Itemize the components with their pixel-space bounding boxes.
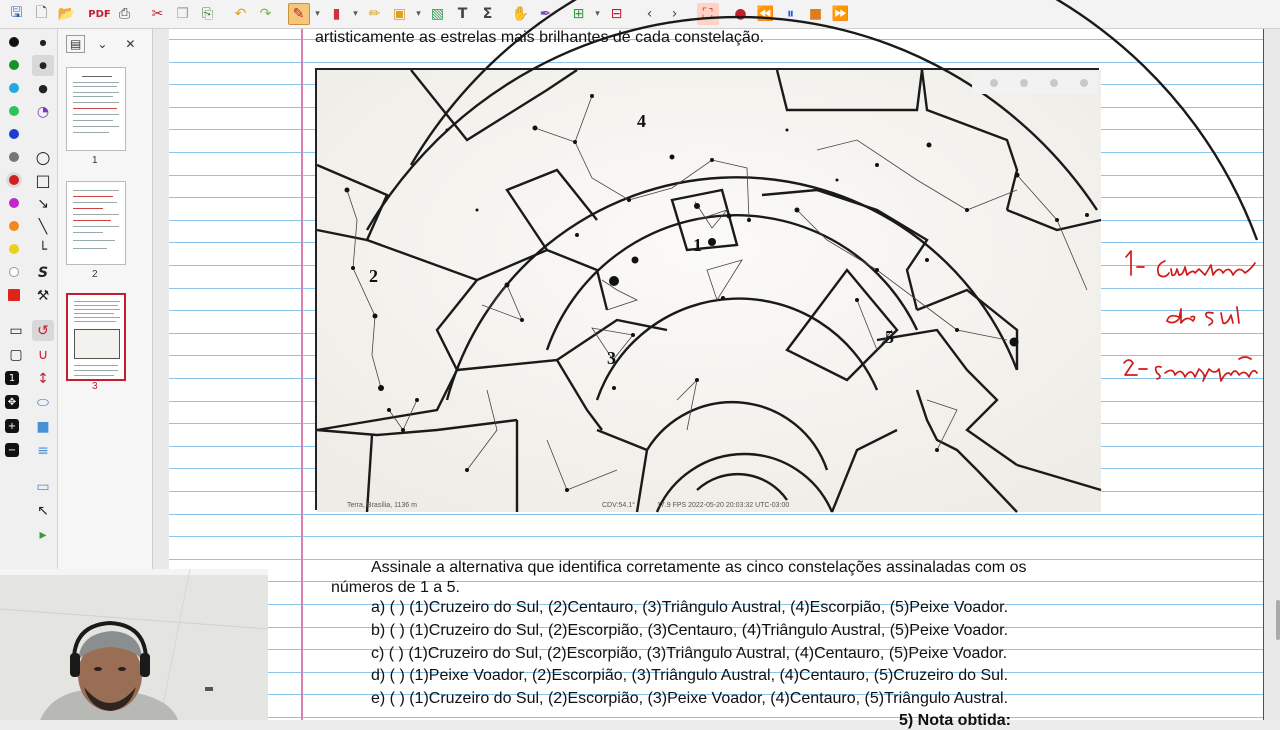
color-swatch-black[interactable] [9, 37, 19, 47]
fullscreen-icon[interactable]: ⛶ [697, 3, 719, 25]
page-thumbnails [58, 29, 153, 569]
option-b: b) ( ) (1)Cruzeiro do Sul, (2)Escorpião, (3)Centauro, (4)Triângulo Austral, (5)Peixe Voador. [371, 622, 1009, 639]
toolbar [0, 0, 1280, 29]
color-swatch-red[interactable] [9, 175, 19, 185]
close-icon[interactable]: ✕ [125, 37, 136, 51]
page-strip-icon[interactable]: ▭ [36, 478, 50, 495]
save-icon[interactable]: 🖫 [10, 5, 23, 21]
map-label-1: 1 [693, 235, 702, 255]
pause-icon[interactable]: ⏸ [787, 6, 794, 22]
cut-icon[interactable]: ✂ [151, 6, 164, 22]
curve-tool-icon[interactable]: S [37, 264, 49, 281]
intro-line: artisticamente as estrelas mais brilhantes de cada constelação. [315, 29, 765, 46]
page-thumbnail-3[interactable] [66, 293, 126, 381]
thumbnail-number: 2 [92, 269, 98, 280]
prev-page-icon[interactable]: ‹ [646, 6, 653, 22]
document-page[interactable] [169, 29, 1263, 729]
select-cursor-icon[interactable]: ↖ [37, 502, 49, 519]
handwriting-strokes [169, 29, 1263, 720]
hand-icon[interactable]: ✋ [511, 6, 530, 22]
color-swatch-green[interactable] [9, 60, 19, 70]
zoom-in-icon[interactable]: + [5, 419, 19, 433]
option-a: a) ( ) (1)Cruzeiro do Sul, (2)Centauro, (3)Triângulo Austral, (4)Escorpião, (5)Peixe Voador. [371, 599, 1009, 616]
play-cursor-icon[interactable]: ▸ [39, 526, 47, 543]
chevron-down-icon[interactable]: ⌄ [97, 37, 108, 51]
map-footer-left: Terra, Brasília, 1136 m [347, 502, 417, 509]
page-thumbnail-2[interactable] [66, 181, 126, 265]
map-label-4: 4 [637, 111, 646, 131]
chevron-down-icon[interactable]: ▾ [315, 9, 320, 19]
map-label-5: 5 [885, 327, 894, 347]
highlighter-icon[interactable]: ✏ [368, 6, 381, 22]
layers-icon[interactable]: ≡ [37, 442, 49, 459]
option-c: c) ( ) (1)Cruzeiro do Sul, (2)Escorpião, (3)Triângulo Austral, (4)Centauro, (5)Peixe Voador. [371, 645, 1008, 662]
chevron-down-icon[interactable]: ▾ [353, 9, 358, 19]
fill-icon[interactable]: ■ [36, 418, 50, 435]
thumbnail-number: 3 [92, 381, 98, 392]
stop-icon[interactable]: ■ [808, 6, 823, 22]
copy-icon[interactable]: ❐ [176, 6, 189, 22]
map-footer-mid: CDV:54.1° [602, 502, 635, 509]
color-swatch-cyan[interactable] [9, 83, 19, 93]
pen-icon[interactable]: ✎ [288, 3, 310, 25]
chevron-down-icon[interactable]: ▾ [595, 9, 600, 19]
present-icon[interactable]: ▢ [9, 346, 23, 363]
redo-icon[interactable]: ↷ [259, 6, 272, 22]
compass-tool-icon[interactable]: ⚒ [36, 287, 50, 304]
zoom-out-icon[interactable]: − [5, 443, 19, 457]
color-swatch-magenta[interactable] [9, 198, 19, 208]
arc-tool-icon[interactable]: ◔ [36, 103, 50, 120]
rectangle-tool-icon[interactable]: □ [35, 171, 51, 190]
page-view-icon[interactable]: ▤ [66, 35, 85, 53]
color-swatch-gray[interactable] [9, 152, 19, 162]
magic-pen-icon[interactable]: ✒ [539, 6, 552, 22]
rewind-icon[interactable]: ⏪ [756, 6, 775, 22]
add-page-icon[interactable]: ⊞ [572, 6, 585, 22]
open-icon[interactable]: 📂 [57, 6, 76, 22]
map-footer-right: 17.9 FPS 2022-05-20 20:03:32 UTC-03:00 [657, 502, 790, 509]
option-d: d) ( ) (1)Peixe Voador, (2)Escorpião, (3)Triângulo Austral, (4)Centauro, (5)Cruzeiro do Sul. [371, 667, 1009, 684]
eraser-icon[interactable]: ▮ [332, 6, 341, 22]
angle-tool-icon[interactable]: └ [38, 241, 48, 258]
medium-dot-icon[interactable]: ● [32, 55, 54, 76]
record-icon[interactable]: ● [734, 6, 747, 22]
question-line-1: Assinale a alternativa que identifica corretamente as cinco constelações assinaladas com os [371, 559, 1027, 576]
next-page-icon[interactable]: › [671, 6, 678, 22]
map-label-3: 3 [607, 348, 616, 368]
number-one-icon[interactable]: 1 [5, 371, 19, 385]
small-dot-icon[interactable]: ● [39, 38, 47, 47]
color-swatch-orange[interactable] [9, 221, 19, 231]
print-icon[interactable]: ⎙ [118, 6, 131, 22]
equation-icon[interactable]: Σ [482, 6, 493, 22]
color-swatch-yellow[interactable] [9, 244, 19, 254]
magnet-icon[interactable]: ∪ [37, 346, 49, 363]
color-swatch-lightgreen[interactable] [9, 106, 19, 116]
circle-tool-icon[interactable]: ○ [35, 147, 51, 168]
image-icon[interactable]: ▧ [430, 6, 445, 22]
webcam-person-image [0, 569, 268, 720]
map-label-2: 2 [369, 266, 378, 286]
tool-palette [0, 29, 58, 569]
vertical-scrollbar[interactable] [1276, 600, 1280, 640]
line-tool-icon[interactable]: ╲ [38, 218, 48, 235]
delete-page-icon[interactable]: ⊟ [610, 6, 623, 22]
vertical-fit-icon[interactable]: ↕ [37, 370, 49, 387]
thumbnail-number: 1 [92, 155, 98, 166]
arrow-tool-icon[interactable]: ↘ [37, 195, 49, 212]
page-thumbnail-1[interactable] [66, 67, 126, 151]
undo-stroke-icon[interactable]: ↺ [32, 320, 54, 341]
chevron-down-icon[interactable]: ▾ [416, 9, 421, 19]
cut-off-line: 5) Nota obtida: [899, 712, 1011, 729]
paste-icon[interactable]: ⎘ [201, 6, 214, 22]
lasso-icon[interactable]: ⬭ [37, 394, 49, 411]
fast-forward-icon[interactable]: ⏩ [831, 6, 850, 22]
color-swatch-white[interactable] [9, 267, 19, 277]
webcam-overlay[interactable] [0, 569, 268, 720]
question-line-2: números de 1 a 5. [331, 579, 460, 596]
move-icon[interactable]: ✥ [5, 395, 19, 409]
large-dot-icon[interactable]: ● [38, 82, 48, 95]
pdf-icon[interactable]: PDF [88, 8, 111, 20]
shapes-icon[interactable]: ▣ [392, 6, 407, 22]
color-swatch-custom[interactable] [8, 289, 20, 301]
dual-view-icon[interactable]: ▭ [9, 322, 23, 339]
undo-icon[interactable]: ↶ [234, 6, 247, 22]
color-swatch-blue[interactable] [9, 129, 19, 139]
option-e: e) ( ) (1)Cruzeiro do Sul, (2)Escorpião, (3)Peixe Voador, (4)Centauro, (5)Triângulo Austral. [371, 690, 1009, 707]
text-icon[interactable]: T [457, 6, 468, 22]
new-page-icon[interactable]: 🗋 [35, 5, 48, 21]
